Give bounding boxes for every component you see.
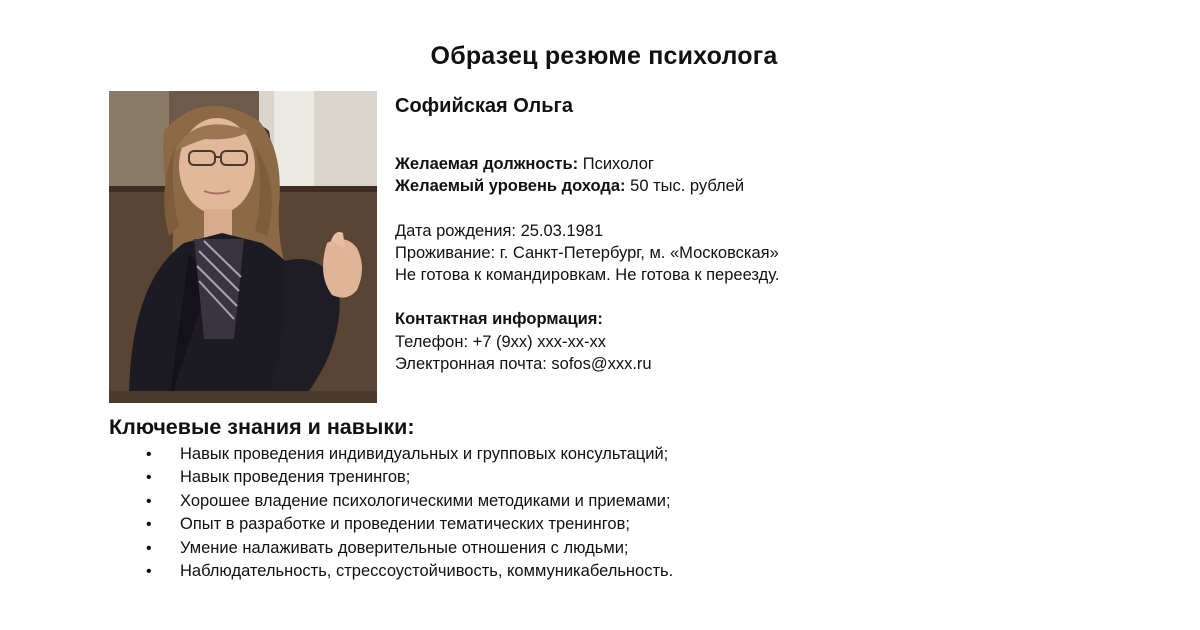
page-title: Образец резюме психолога bbox=[430, 42, 778, 70]
birth-date: Дата рождения: 25.03.1981 bbox=[395, 221, 604, 240]
list-item: • Умение налаживать доверительные отношения с людьми; bbox=[109, 537, 673, 560]
spacer bbox=[395, 198, 1095, 220]
bullet-icon: • bbox=[146, 516, 152, 534]
list-item: • Наблюдательность, стрессоустойчивость, коммуникабельность. bbox=[109, 560, 673, 583]
bullet-icon: • bbox=[146, 539, 152, 557]
travel-relocation: Не готова к командировкам. Не готова к переезду. bbox=[395, 266, 780, 285]
candidate-info bbox=[395, 92, 1095, 375]
bullet-icon: • bbox=[146, 492, 152, 510]
spacer bbox=[395, 286, 1095, 308]
phone: Телефон: +7 (9хх) ххх-хх-хх bbox=[395, 332, 607, 351]
list-item: • Опыт в разработке и проведении тематических тренингов; bbox=[109, 513, 673, 536]
desired-position-value: Психолог bbox=[578, 155, 654, 173]
list-item: • Хорошее владение психологическими методиками и приемами; bbox=[109, 490, 673, 513]
skills-list bbox=[109, 443, 673, 583]
bullet-icon: • bbox=[146, 446, 152, 463]
desired-position-label: Желаемая должность: bbox=[395, 155, 579, 173]
desired-position bbox=[395, 153, 1095, 175]
contacts-heading: Контактная информация: bbox=[395, 310, 603, 329]
email: Электронная почта: sofos@xxx.ru bbox=[395, 355, 652, 374]
residence: Проживание: г. Санкт-Петербург, м. «Московская» bbox=[395, 243, 779, 262]
candidate-name: Софийская Ольга bbox=[395, 95, 573, 117]
desired-salary-value: 50 тыс. рублей bbox=[625, 177, 745, 196]
desired-salary bbox=[395, 175, 1095, 197]
desired-salary-label: Желаемый уровень дохода: bbox=[395, 177, 626, 196]
bullet-icon: • bbox=[146, 563, 152, 581]
list-item: • Навык проведения тренингов; bbox=[109, 466, 673, 489]
bullet-icon: • bbox=[146, 469, 152, 487]
list-item: • Навык проведения индивидуальных и групповых консультаций; bbox=[109, 443, 673, 466]
candidate-photo bbox=[109, 91, 377, 403]
skills-heading: Ключевые знания и навыки: bbox=[109, 415, 415, 439]
